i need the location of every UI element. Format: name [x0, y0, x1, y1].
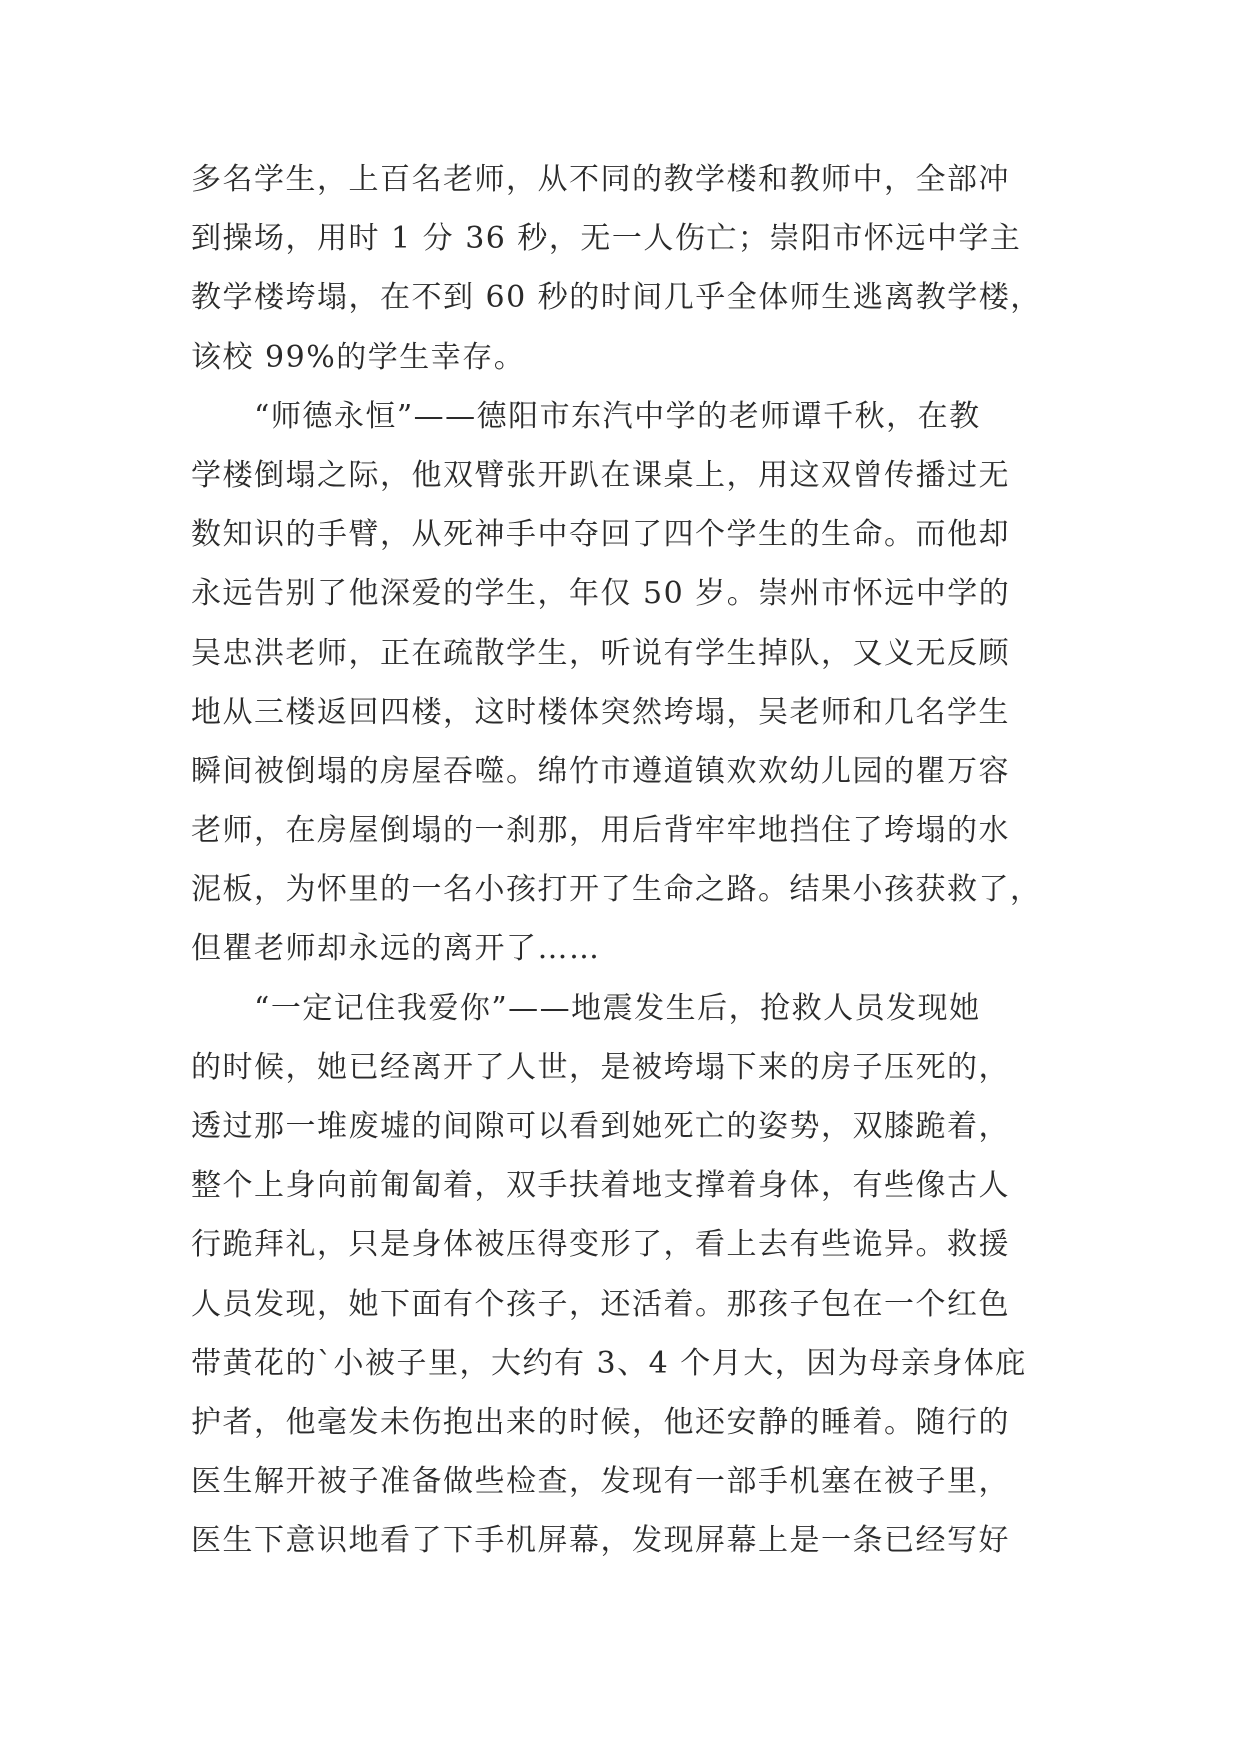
text-line: 数知识的手臂，从死神手中夺回了四个学生的生命。而他却: [191, 517, 1010, 553]
text-line: 人员发现，她下面有个孩子，还活着。那孩子包在一个红色: [191, 1286, 1010, 1322]
text-line: 但瞿老师却永远的离开了……: [191, 931, 601, 967]
text-line: 行跪拜礼，只是身体被压得变形了，看上去有些诡异。救援: [191, 1227, 1010, 1263]
paragraph-teacher-virtue: [191, 387, 1061, 979]
text-line: 的时候，她已经离开了人世，是被垮塌下来的房子压死的，: [191, 1049, 1010, 1085]
document-body: [191, 150, 1061, 1571]
text-line: 医生解开被子准备做些检查，发现有一部手机塞在被子里，: [191, 1464, 1010, 1500]
text-line: 透过那一堆废墟的间隙可以看到她死亡的姿势，双膝跪着，: [191, 1109, 1010, 1144]
text-line: 教学楼垮塌，在不到 60 秒的时间几乎全体师生逃离教学楼，: [191, 280, 1042, 316]
text-line: 多名学生，上百名老师，从不同的教学楼和教师中，全部冲: [191, 162, 1010, 197]
text-line: 吴忠洪老师，正在疏散学生，听说有学生掉队，又义无反顾: [191, 635, 1010, 671]
paragraph-remember-love: [191, 979, 1061, 1571]
text-line: 学楼倒塌之际，他双臂张开趴在课桌上，用这双曾传播过无: [191, 457, 1010, 493]
text-line: 医生下意识地看了下手机屏幕，发现屏幕上是一条已经写好: [191, 1523, 1010, 1559]
text-line: 泥板，为怀里的一名小孩打开了生命之路。结果小孩获救了，: [191, 872, 1042, 908]
text-line: 瞬间被倒塌的房屋吞噬。绵竹市遵道镇欢欢幼儿园的瞿万容: [191, 753, 1010, 789]
text-line: 护者，他毫发未伤抱出来的时候，他还安静的睡着。随行的: [191, 1404, 1010, 1440]
text-line: “师德永恒”——德阳市东汽中学的老师谭千秋，在教: [191, 398, 981, 434]
text-line: 老师，在房屋倒塌的一刹那，用后背牢牢地挡住了垮塌的水: [191, 813, 1010, 849]
text-line: 地从三楼返回四楼，这时楼体突然垮塌，吴老师和几名学生: [191, 694, 1010, 730]
text-line: 带黄花的`小被子里，大约有 3、4 个月大，因为母亲身体庇: [191, 1345, 1027, 1381]
text-line: 该校 99%的学生幸存。: [191, 339, 526, 375]
text-line: 到操场，用时 1 分 36 秒，无一人伤亡；崇阳市怀远中学主: [191, 221, 1022, 257]
paragraph-survival-stats: [191, 150, 1061, 387]
text-line: 永远告别了他深爱的学生，年仅 50 岁。崇州市怀远中学的: [191, 576, 1011, 612]
text-line: 整个上身向前匍匐着，双手扶着地支撑着身体，有些像古人: [191, 1168, 1010, 1204]
text-line: “一定记住我爱你”——地震发生后，抢救人员发现她: [191, 990, 981, 1026]
